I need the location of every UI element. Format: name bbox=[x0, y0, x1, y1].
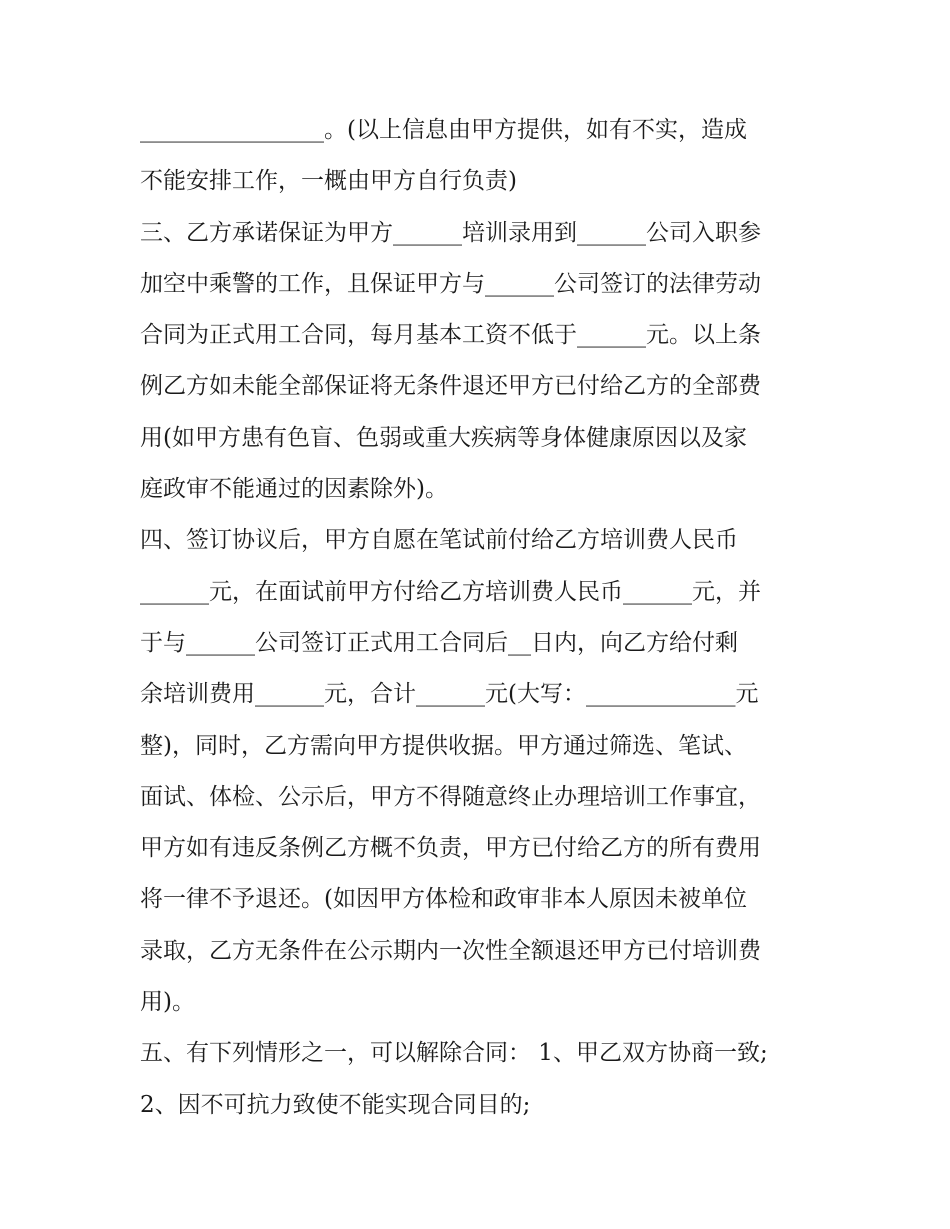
text-line: 用)。 bbox=[140, 989, 195, 1016]
text-line-clause-4-start: 四、签订协议后，甲方自愿在笔试前付给乙方培训费人民币 bbox=[140, 527, 738, 554]
text-line: 用(如甲方患有色盲、色弱或重大疾病等身体健康原因以及家 bbox=[140, 424, 747, 451]
text-line: 面试、体检、公示后，甲方不得随意终止办理培训工作事宜， bbox=[140, 783, 761, 810]
text-line: 2、因不可抗力致使不能实现合同目的; bbox=[140, 1091, 531, 1118]
text-line-clause-5-start: 五、有下列情形之一，可以解除合同： 1、甲乙双方协商一致; bbox=[140, 1040, 768, 1067]
text-line: 不能安排工作，一概由甲方自行负责) bbox=[140, 168, 517, 195]
text-line: 甲方如有违反条例乙方概不负责，甲方已付给乙方的所有费用 bbox=[140, 835, 761, 862]
text-line: ______元，在面试前甲方付给乙方培训费人民币______元，并 bbox=[140, 578, 761, 605]
text-line: 合同为正式用工合同，每月基本工资不低于______元。以上条 bbox=[140, 322, 761, 349]
text-line: 例乙方如未能全部保证将无条件退还甲方已付给乙方的全部费 bbox=[140, 373, 761, 400]
text-line: 整)，同时，乙方需向甲方提供收据。甲方通过筛选、笔试、 bbox=[140, 732, 747, 759]
text-line: 于与______公司签订正式用工合同后__日内，向乙方给付剩 bbox=[140, 629, 738, 656]
text-line: 余培训费用______元，合计______元(大写：_____________元 bbox=[140, 681, 759, 708]
contract-text bbox=[140, 105, 820, 1131]
text-line: 加空中乘警的工作，且保证甲方与______公司签订的法律劳动 bbox=[140, 270, 761, 297]
text-line-clause-3-start: 三、乙方承诺保证为甲方______培训录用到______公司入职参 bbox=[140, 219, 761, 246]
text-line: 录取，乙方无条件在公示期内一次性全额退还甲方已付培训费 bbox=[140, 937, 761, 964]
text-line: 将一律不予退还。(如因甲方体检和政审非本人原因未被单位 bbox=[140, 886, 747, 913]
text-line: 庭政审不能通过的因素除外)。 bbox=[140, 476, 448, 503]
text-line-clause-2-end: ________________。(以上信息由甲方提供，如有不实，造成 bbox=[140, 117, 747, 143]
